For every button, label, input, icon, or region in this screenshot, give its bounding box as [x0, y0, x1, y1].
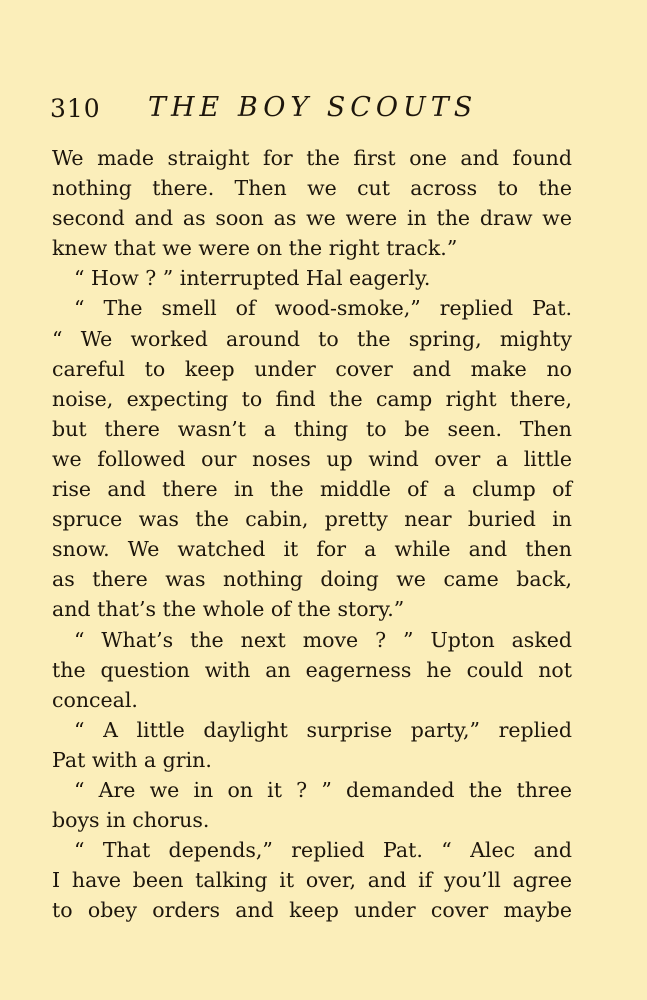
text-line: “ How ? ” interrupted Hal eagerly. — [74, 266, 431, 291]
text-line: the question with an eagerness he could not — [52, 657, 572, 682]
text-line: and that’s the whole of the story.” — [52, 597, 405, 622]
text-line: we followed our noses up wind over a little — [52, 446, 572, 471]
text-line: “ The smell of wood-smoke,” replied Pat. — [74, 296, 572, 321]
text-line: to obey orders and keep under cover maybe — [52, 898, 572, 923]
text-line: careful to keep under cover and make no — [52, 356, 572, 381]
text-line: rise and there in the middle of a clump of — [52, 477, 572, 502]
text-line: “ Are we in on it ? ” demanded the three — [74, 777, 572, 802]
text-line: snow. We watched it for a while and then — [52, 537, 572, 562]
text-line: boys in chorus. — [52, 808, 210, 833]
text-line: as there was nothing doing we came back, — [52, 567, 572, 592]
text-line: knew that we were on the right track.” — [52, 236, 458, 261]
text-line: “ We worked around to the spring, mighty — [52, 326, 572, 351]
text-line: “ What’s the next move ? ” Upton asked — [74, 627, 572, 652]
text-line: spruce was the cabin, pretty near buried in — [52, 507, 572, 532]
text-line: I have been talking it over, and if you’ll agree — [52, 868, 572, 893]
text-line: Pat with a grin. — [52, 747, 212, 772]
text-line: but there wasn’t a thing to be seen. Then — [52, 416, 572, 441]
text-line: conceal. — [52, 687, 138, 712]
text-line: “ A little daylight surprise party,” replied — [74, 717, 572, 742]
page-header — [50, 92, 580, 132]
running-head: THE BOY SCOUTS — [148, 92, 478, 123]
text-line: “ That depends,” replied Pat. “ Alec and — [74, 838, 572, 863]
text-line: nothing there. Then we cut across to the — [52, 176, 572, 201]
page-number: 310 — [50, 94, 101, 123]
text-line: noise, expecting to find the camp right there, — [52, 386, 572, 411]
text-line: second and as soon as we were in the draw we — [52, 206, 572, 231]
text-line: We made straight for the first one and found — [52, 146, 572, 170]
body-text — [52, 143, 572, 925]
